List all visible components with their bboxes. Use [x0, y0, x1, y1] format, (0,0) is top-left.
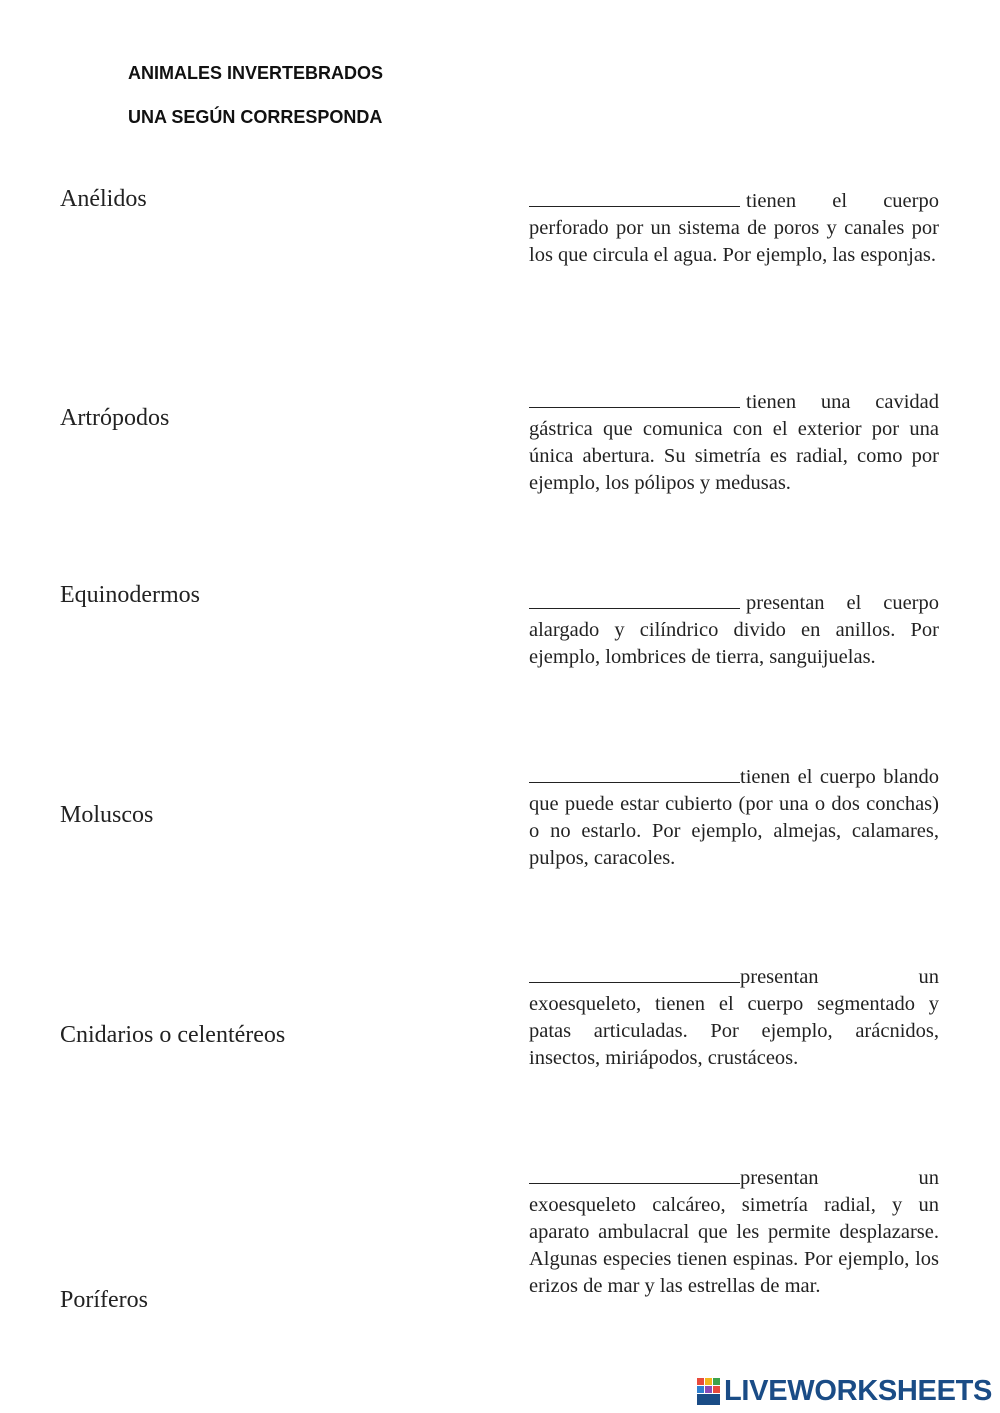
- definition-text-6: presentan un exoesqueleto calcáreo, simetría radial, y un aparato ambulacral que les permite desplazarse. Algunas especies tienen espinas. Por ejemplo, los erizos de mar y las estrellas de mar.: [529, 1167, 939, 1297]
- answer-blank-1[interactable]: [529, 187, 740, 207]
- answer-blank-4[interactable]: [529, 763, 740, 783]
- liveworksheets-brand: LIVEWORKSHEETS: [724, 1375, 993, 1407]
- worksheet-instruction: UNA SEGÚN CORRESPONDA: [128, 107, 383, 127]
- term-equinodermos[interactable]: Equinodermos: [60, 582, 200, 608]
- term-anelidos[interactable]: Anélidos: [60, 186, 147, 212]
- definition-text-1: tienen el cuerpo perforado por un sistema de poros y canales por los que circula el agua. Por ejemplo, las esponjas.: [529, 190, 939, 266]
- answer-blank-5[interactable]: [529, 963, 740, 983]
- worksheet-title: ANIMALES INVERTEBRADOS: [128, 63, 384, 83]
- answer-blank-6[interactable]: [529, 1164, 740, 1184]
- liveworksheets-logo[interactable]: [697, 1375, 992, 1408]
- answer-blank-2[interactable]: [529, 388, 740, 408]
- definition-2: [529, 388, 939, 497]
- definition-text-2: tienen una cavidad gástrica que comunica con el exterior por una única abertura. Su simetría es radial, como por ejemplo, los pólipos y medusas.: [529, 391, 939, 494]
- term-artropodos[interactable]: Artrópodos: [60, 405, 170, 431]
- definition-text-3: presentan el cuerpo alargado y cilíndrico divido en anillos. Por ejemplo, lombrices de tierra, sanguijuelas.: [529, 592, 939, 668]
- definition-text-4: tienen el cuerpo blando que puede estar cubierto (por una o dos conchas) o no estarlo. Por ejemplo, almejas, calamares, pulpos, caracoles.: [529, 766, 939, 869]
- term-cnidarios[interactable]: Cnidarios o celentéreos: [60, 1022, 286, 1048]
- definition-5: [529, 963, 939, 1072]
- term-poriferos[interactable]: Poríferos: [60, 1287, 148, 1313]
- definition-4: [529, 763, 939, 872]
- term-moluscos[interactable]: Moluscos: [60, 802, 154, 828]
- definition-1: [529, 187, 939, 269]
- definition-6: [529, 1164, 939, 1300]
- liveworksheets-logo-icon: [697, 1378, 721, 1406]
- answer-blank-3[interactable]: [529, 589, 740, 609]
- definition-text-5: presentan un exoesqueleto, tienen el cuerpo segmentado y patas articuladas. Por ejemplo, arácnidos, insectos, miriápodos, crustáceos.: [529, 966, 939, 1069]
- definition-3: [529, 589, 939, 671]
